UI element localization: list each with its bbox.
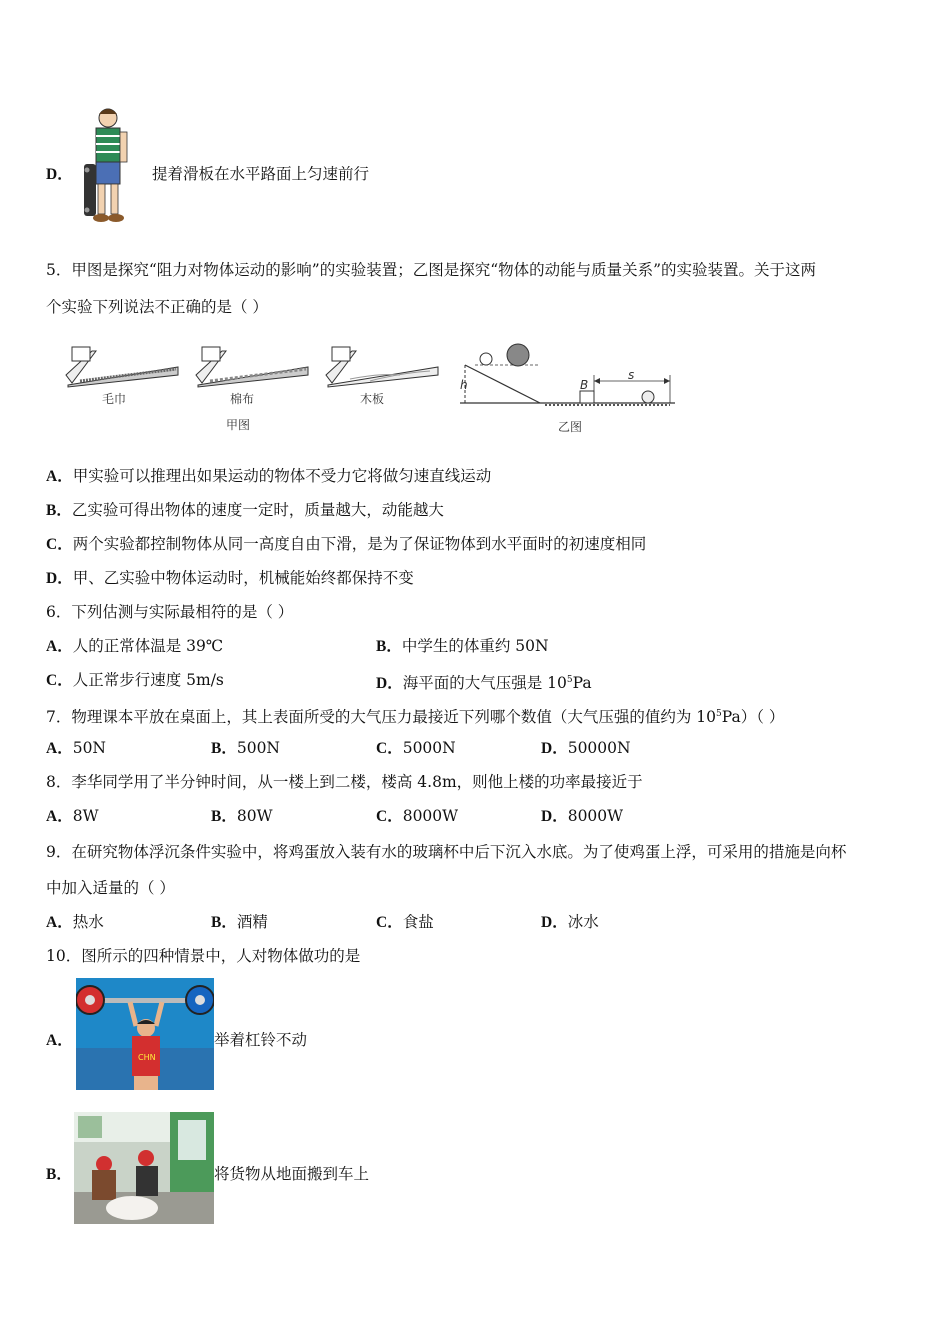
q9-option-b[interactable]	[211, 912, 268, 933]
group-jia-caption: 甲图	[226, 418, 251, 432]
q8-option-a-text: 8W	[72, 807, 99, 825]
weightlifter-photo	[76, 978, 214, 1090]
carrying-goods-photo	[74, 1112, 214, 1224]
q5-option-a-label: A．	[46, 468, 73, 485]
q6-option-c[interactable]	[46, 670, 224, 691]
q8-option-a[interactable]	[46, 806, 99, 827]
q6-option-a[interactable]	[46, 636, 223, 657]
q4-option-d-text: 提着滑板在水平路面上匀速前行	[152, 165, 370, 183]
q5-stem-line2: 个实验下列说法不正确的是（ ）	[46, 298, 268, 316]
q6-option-d[interactable]	[376, 670, 592, 694]
h-label: h	[460, 378, 468, 392]
q5-option-b-text: 乙实验可得出物体的速度一定时，质量越大，动能越大	[71, 501, 444, 519]
q7-option-a[interactable]	[46, 738, 106, 759]
q6-option-d-text: 海平面的大气压强是 10	[402, 674, 567, 693]
q9-option-c[interactable]	[376, 912, 434, 933]
q5-option-d-text: 甲、乙实验中物体运动时，机械能始终都保持不变	[72, 569, 414, 587]
q6-option-c-text: 人正常步行速度 5m/s	[72, 671, 224, 689]
q9-stem-line1: 9．在研究物体浮沉条件实验中，将鸡蛋放入装有水的玻璃杯中后下沉入水底。为了使鸡蛋上浮，可采用的措施是向杯	[46, 843, 847, 861]
q8-option-a-label: A．	[46, 808, 73, 825]
q5-option-b-label: B．	[46, 502, 72, 519]
q6-option-c-label: C．	[46, 672, 73, 689]
q9-stem-line2: 中加入适量的（ ）	[46, 879, 175, 897]
q6-option-d-tail: Pa	[572, 674, 592, 693]
q5-option-c-label: C．	[46, 536, 73, 553]
q9-option-d-label: D．	[541, 914, 568, 931]
q9-option-c-label: C．	[376, 914, 403, 931]
q4-option-d[interactable]	[46, 164, 73, 185]
surface1-caption: 毛巾	[102, 392, 127, 406]
q10-option-a-text: 举着杠铃不动	[214, 1031, 308, 1049]
q10-option-a-letter: A．	[46, 1032, 73, 1049]
q6-option-b-text: 中学生的体重约 50N	[401, 637, 549, 655]
q8-option-b-label: B．	[211, 808, 237, 825]
q5-experiment-figure	[50, 335, 710, 441]
q7-option-a-text: 50N	[72, 739, 106, 757]
s-label: s	[628, 368, 635, 382]
q6-option-b-label: B．	[376, 638, 402, 655]
q5-option-b[interactable]	[46, 500, 444, 521]
incline-apparatus	[460, 344, 675, 405]
q6-option-a-text: 人的正常体温是 39℃	[72, 637, 224, 655]
q8-option-b[interactable]	[211, 806, 273, 827]
q7-option-b-text: 500N	[236, 739, 280, 757]
q9-option-b-text: 酒精	[236, 913, 268, 931]
q7-option-c-label: C．	[376, 740, 403, 757]
q9-option-a-text: 热水	[72, 913, 104, 931]
q8-option-d[interactable]	[541, 806, 623, 827]
group-yi-caption: 乙图	[558, 420, 583, 434]
q8-option-c-text: 8000W	[402, 807, 459, 825]
q5-option-d[interactable]	[46, 568, 414, 589]
q9-option-c-text: 食盐	[402, 913, 434, 931]
svg-text:CHN: CHN	[138, 1053, 156, 1062]
q10-option-a-label[interactable]	[46, 1030, 73, 1051]
q6-option-a-label: A．	[46, 638, 73, 655]
q6-option-b[interactable]	[376, 636, 549, 657]
q10-option-b-letter: B．	[46, 1166, 72, 1183]
q9-option-b-label: B．	[211, 914, 237, 931]
q5-option-c[interactable]	[46, 534, 646, 555]
q7-option-c-text: 5000N	[402, 739, 456, 757]
q10-option-b-text: 将货物从地面搬到车上	[214, 1165, 370, 1183]
q7-stem	[46, 704, 784, 727]
surface3-caption: 木板	[360, 392, 385, 406]
q9-option-a[interactable]	[46, 912, 104, 933]
q6-option-d-sup: 5	[566, 675, 573, 685]
q10-stem: 10．图所示的四种情景中，人对物体做功的是	[46, 947, 361, 965]
q7-option-a-label: A．	[46, 740, 73, 757]
ramp-wood	[326, 347, 438, 387]
q5-option-a[interactable]	[46, 466, 491, 487]
q7-option-d-label: D．	[541, 740, 568, 757]
q7-stem-tail: Pa）（ ）	[721, 708, 785, 727]
surface2-caption: 棉布	[230, 392, 255, 406]
q8-option-d-text: 8000W	[567, 807, 624, 825]
q7-option-b[interactable]	[211, 738, 280, 759]
q8-option-d-label: D．	[541, 808, 568, 825]
ramp-towel	[66, 347, 178, 387]
q9-option-a-label: A．	[46, 914, 73, 931]
q6-stem: 6．下列估测与实际最相符的是（ ）	[46, 603, 294, 621]
boy-with-skateboard-illustration	[78, 104, 136, 228]
q6-option-d-label: D．	[376, 675, 403, 693]
q5-option-d-label: D．	[46, 570, 73, 587]
q7-option-d[interactable]	[541, 738, 631, 759]
ramp-cotton	[196, 347, 308, 387]
q5-stem-line1: 5．甲图是探究“阻力对物体运动的影响”的实验装置；乙图是探究“物体的动能与质量关系”的实验装置。关于这两	[46, 261, 817, 279]
q8-option-c-label: C．	[376, 808, 403, 825]
q8-option-c[interactable]	[376, 806, 458, 827]
b-label: B	[580, 378, 589, 392]
q8-option-b-text: 80W	[236, 807, 273, 825]
q7-option-c[interactable]	[376, 738, 456, 759]
q7-option-b-label: B．	[211, 740, 237, 757]
q9-option-d-text: 冰水	[567, 913, 599, 931]
q5-option-a-text: 甲实验可以推理出如果运动的物体不受力它将做匀速直线运动	[72, 467, 492, 485]
q5-option-c-text: 两个实验都控制物体从同一高度自由下滑，是为了保证物体到水平面时的初速度相同	[72, 535, 647, 553]
q7-stem-sup: 5	[716, 709, 722, 719]
q7-option-d-text: 50000N	[567, 739, 631, 757]
q10-option-b-label[interactable]	[46, 1164, 72, 1185]
q7-stem-text: 7．物理课本平放在桌面上，其上表面所受的大气压力最接近下列哪个数值（大气压强的值约为 10	[46, 708, 717, 727]
q4-option-d-label: D．	[46, 166, 73, 183]
q9-option-d[interactable]	[541, 912, 599, 933]
q8-stem: 8．李华同学用了半分钟时间，从一楼上到二楼，楼高 4.8m，则他上楼的功率最接近于	[46, 773, 643, 791]
